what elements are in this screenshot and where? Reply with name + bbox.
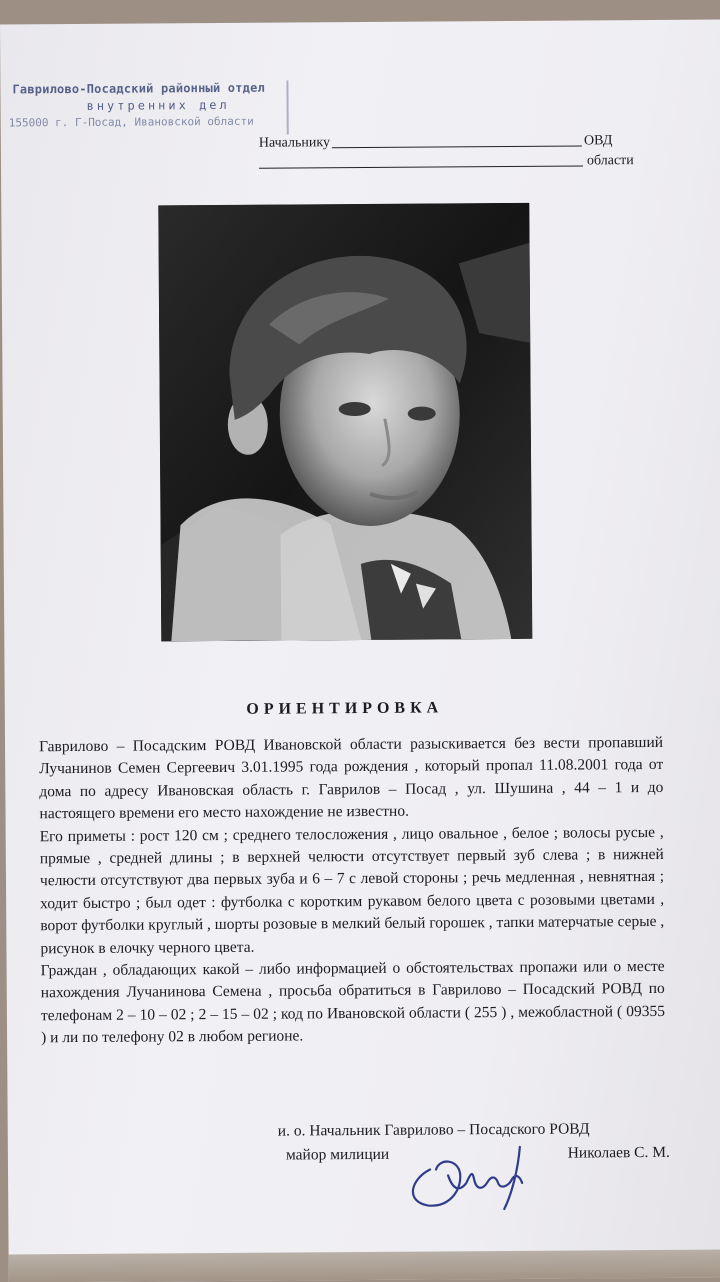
addressee-row-2 bbox=[259, 153, 634, 172]
stamp-border bbox=[286, 80, 292, 134]
ovd-label: ОВД bbox=[583, 133, 613, 149]
paragraph-description: Его приметы : рост 120 см ; среднего телосложения , лицо овальное , белое ; волосы русые , прямые , средней длины ; в верхней челюсти отсутствует первый зуб слева ; в нижней челюсти отсутствуют два первых зуба и 6 – 7 с левой стороны ; речь медленная , невнятная ; ходит быстро ; был одет : футболка с коротким рукавом белого цвета с розовыми цветами , ворот футболки круглый , шорты розовые в мелкий белый горошек , тапки матерчатые серые , рисунок в елочку черного цвета. bbox=[39, 823, 665, 957]
signatory-name: Николаев С. М. bbox=[567, 1143, 670, 1162]
region-label: области bbox=[586, 153, 634, 169]
addressee-row-1 bbox=[259, 133, 613, 151]
paragraph-missing-report: Гаврилово – Посадским РОВД Ивановской области разыскивается без вести пропавший Лучанинов Семен Сергеевич 3.01.1995 года рождения , который пропал 11.08.2001 года от дома по адресу Ивановская область г. Гаврилов – Посад , ул. Шушина , 44 – 1 и до настоящего времени его место нахождение не известно. bbox=[38, 733, 664, 823]
handwritten-signature bbox=[400, 1139, 560, 1212]
signatory-position-line-1: и. о. Начальник Гаврилово – Посадского РОВД bbox=[277, 1120, 590, 1140]
fill-in-line bbox=[259, 165, 583, 168]
stamp-line-2: внутренних дел bbox=[86, 97, 230, 113]
table-edge bbox=[9, 1249, 720, 1282]
document-body bbox=[39, 732, 665, 1050]
chief-label: Начальнику bbox=[258, 135, 331, 151]
fill-in-line bbox=[332, 145, 582, 148]
signatory-position-line-2: майор милиции bbox=[285, 1145, 390, 1164]
stamp-line-1: Гаврилово-Посадский районный отдел bbox=[12, 80, 265, 97]
addressee-block bbox=[258, 133, 649, 169]
paragraph-contact-request: Граждан , обладающих какой – либо информацией о обстоятельствах пропажи или о месте нахождения Лучанинова Семена , просьба обратиться в Гаврилово – Посадский РОВД по телефонам 2 – 10 – 02 ; 2 – 15 – 02 ; код по Ивановской области ( 255 ) , межобластной ( 09355 ) и ли по телефону 02 в любом регионе. bbox=[40, 957, 665, 1047]
stamp-line-3: 155000 г. Г-Посад, Ивановской области bbox=[8, 114, 254, 130]
department-stamp bbox=[6, 80, 294, 142]
document-title: ОРИЕНТИРОВКА bbox=[246, 699, 444, 718]
document-page bbox=[0, 19, 720, 1282]
missing-person-photo bbox=[158, 203, 532, 642]
photo-image bbox=[158, 203, 532, 642]
signatory-block bbox=[277, 1120, 670, 1164]
